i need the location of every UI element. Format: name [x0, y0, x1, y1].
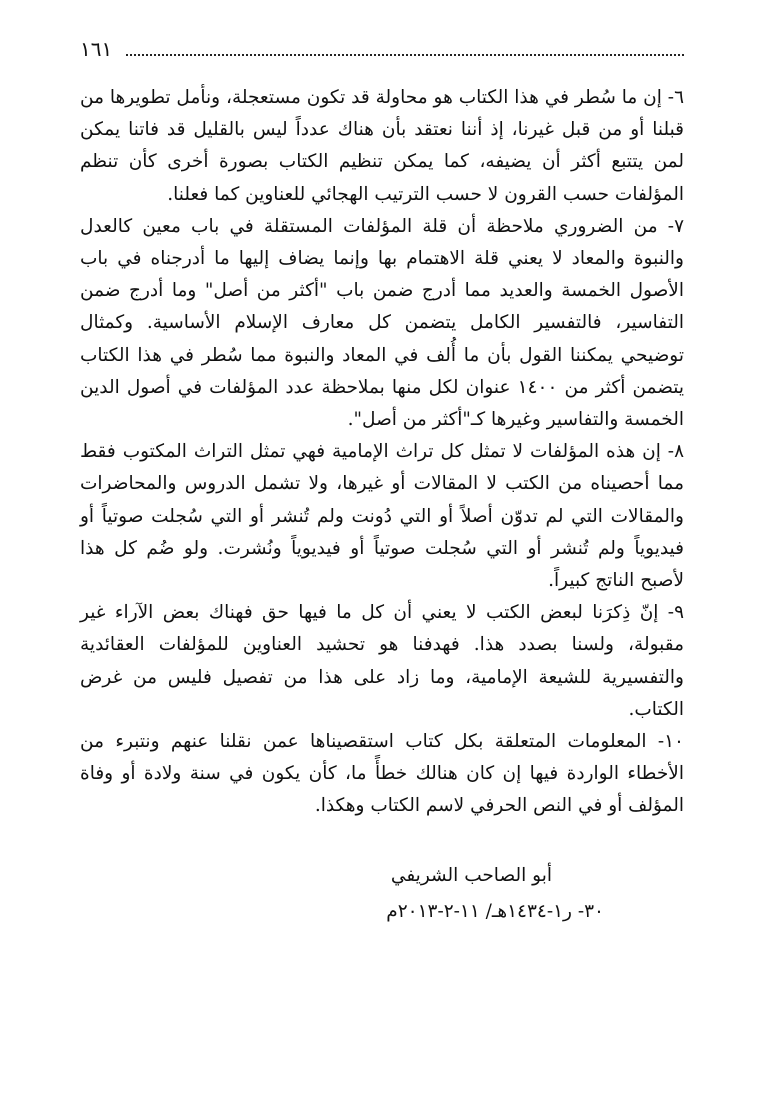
paragraph-6: ٦- إن ما سُطر في هذا الكتاب هو محاولة قد تكون مستعجلة، ونأمل تطويرها من قبلنا أو من قبل غيرنا، إذ أننا نعتقد بأن هناك عدداً ليس بالقليل قد فاتنا يمكن لمن يتتبع أكثر أن يضيفه، كما يمكن تنظيم الكتاب بصورة أخرى كأن تنظم المؤلفات حسب القرون لا حسب الترتيب الهجائي للعناوين كما فعلنا.: [80, 87, 684, 205]
paragraph-8: ٨- إن هذه المؤلفات لا تمثل كل تراث الإمامية فهي تمثل التراث المكتوب فقط مما أحصيناه من الكتب لا المقالات أو غيرها، ولا تشمل الدروس والمحاضرات والمقالات التي لم تدوّن أصلاً أو التي دُونت ولم تُنشر أو التي سُجلت صوتياً أو فيديوياً ولم تُنشر أو التي سُجلت صوتياً أو فيديوياً ونُشرت. ولو ضُم كل هذا لأصبح الناتج كبيراً.: [80, 441, 684, 592]
signature-block: [204, 858, 604, 930]
paragraph-10: ١٠- المعلومات المتعلقة بكل كتاب استقصيناها عمن نقلنا عنهم ونتبرء من الأخطاء الواردة فيها إن كان هنالك خطأً ما، كأن يكون في سنة ولادة أو وفاة المؤلف أو في النص الحرفي لاسم الكتاب وهكذا.: [80, 731, 684, 817]
paragraph-7: ٧- من الضروري ملاحظة أن قلة المؤلفات المستقلة في باب معين كالعدل والنبوة والمعاد لا يعني قلة الاهتمام بها وإنما يضاف إليها ما أدرجناه في باب الأصول الخمسة والعديد مما أدرج ضمن باب "أكثر من أصل" وما أدرج ضمن التفاسير، فالتفسير الكامل يتضمن كل معارف الإسلام الأساسية. وكمثال توضيحي يمكننا القول بأن ما أُلف في المعاد والنبوة مما سُطر في هذا الكتاب يتضمن أكثر من ١٤٠٠ عنوان لكل منها بملاحظة عدد المؤلفات في أصول الدين الخمسة والتفاسير وغيرها كـ"أكثر من أصل".: [80, 215, 684, 431]
paragraph-9: ٩- إنّ ذِكرَنا لبعض الكتب لا يعني أن كل ما فيها حق فهناك بعض الآراء غير مقبولة، ولسنا بصدد هذا. فهدفنا هو تحشيد العناوين للمؤلفات العقائدية والتفسيرية للشيعة الإمامية، وما زاد على هذا من تفصيل فليس من غرض الكتاب.: [80, 602, 684, 720]
page-header: [80, 34, 684, 60]
signature-date: ٣٠- ر١-١٤٣٤هـ/ ١١-٢-٢٠١٣م: [386, 901, 604, 922]
page-body: [80, 82, 684, 823]
author-name: أبو الصاحب الشريفي: [390, 865, 552, 886]
header-dotted-rule: [126, 53, 684, 56]
page-number: ١٦١: [80, 37, 113, 61]
